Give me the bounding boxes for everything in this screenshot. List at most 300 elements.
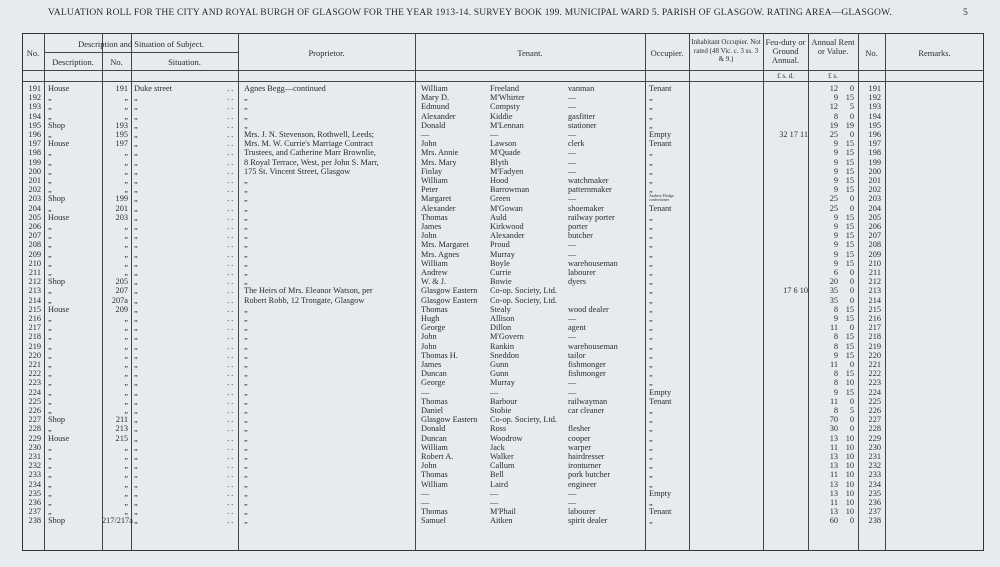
row-proprietor: „ [244, 120, 248, 130]
row-situation-dots: . . [227, 240, 234, 250]
row-tenant-surname: M'Govern [490, 332, 524, 342]
row-proprietor: 8 Royal Terrace, West, per John S. Marr, [244, 157, 379, 167]
row-rent-pounds: 13 [829, 507, 838, 517]
row-occupier: „ [649, 424, 653, 434]
table-row [22, 461, 984, 470]
row-number: 203 [115, 212, 128, 222]
row-tenant-surname: Barrowman [490, 185, 530, 195]
table-row [22, 112, 984, 121]
row-description: „ [48, 470, 52, 480]
row-number: „ [124, 452, 128, 461]
row-tenant-occupation: — [568, 240, 577, 250]
row-tenant-surname: Kiddie [490, 111, 513, 121]
row-situation-dots: . . [227, 341, 234, 351]
row-proprietor: „ [244, 93, 248, 103]
row-situation: „ [134, 406, 138, 415]
row-tenant-first: Mrs. Mary [421, 157, 457, 167]
row-tenant-first: Thomas H. [421, 350, 458, 360]
row-situation-dots: . . [227, 350, 234, 360]
col-header-no-right: No. [865, 48, 878, 58]
row-rent-shillings: 5 [849, 102, 854, 112]
row-proprietor: „ [244, 194, 248, 204]
row-tenant-first: — [421, 387, 430, 397]
row-rent-shillings: 15 [845, 304, 854, 314]
row-rent-shillings: 0 [849, 277, 854, 287]
row-no-right: 206 [868, 222, 881, 231]
row-situation: „ [134, 194, 138, 204]
row-no: 235 [28, 488, 41, 498]
row-situation: „ [134, 433, 138, 443]
row-situation-dots: . . [227, 360, 234, 369]
row-no-right: 238 [868, 516, 881, 526]
row-proprietor: „ [244, 360, 248, 369]
row-occupier: „ [649, 350, 653, 360]
row-no-right: 205 [868, 212, 881, 222]
row-rent-pounds: 8 [833, 304, 838, 314]
row-rent-pounds: 9 [833, 176, 838, 185]
row-tenant-surname: M'Quade [490, 148, 521, 158]
row-situation: „ [134, 240, 138, 250]
row-situation: „ [134, 148, 138, 158]
row-situation: Duke street [134, 84, 173, 93]
row-no-right: 233 [868, 470, 881, 480]
row-tenant-surname: — [490, 498, 499, 507]
row-situation: „ [134, 249, 138, 259]
row-description: „ [48, 157, 52, 167]
row-no-right: 223 [868, 378, 881, 388]
row-occupier: Tenant [649, 507, 672, 517]
row-rent-pounds: 8 [833, 369, 838, 379]
row-occupier: „ [649, 93, 653, 103]
row-description: House [48, 304, 70, 314]
row-proprietor: „ [244, 341, 248, 351]
row-occupier: „ [649, 314, 653, 323]
row-tenant-surname: Green [490, 194, 511, 204]
row-no: 193 [28, 102, 41, 112]
row-description: „ [48, 185, 52, 195]
row-description: „ [48, 498, 52, 507]
row-rent-pounds: 20 [829, 277, 838, 287]
row-no: 201 [28, 176, 41, 185]
row-number: „ [124, 461, 128, 471]
table-row [22, 378, 984, 387]
row-description: „ [48, 102, 52, 112]
row-number: „ [124, 350, 128, 360]
row-no-right: 202 [868, 185, 881, 195]
row-no: 204 [28, 203, 41, 213]
row-situation-dots: . . [227, 498, 234, 507]
row-no: 213 [28, 286, 41, 296]
row-tenant-occupation: porter [568, 222, 588, 231]
row-tenant-occupation: — [568, 130, 577, 139]
row-number: „ [124, 442, 128, 452]
row-rent-pounds: 8 [833, 111, 838, 121]
table-row [22, 507, 984, 516]
row-situation-dots: . . [227, 268, 234, 277]
row-no-right: 198 [868, 148, 881, 158]
row-rent-shillings: 15 [845, 212, 854, 222]
row-tenant-occupation: wood dealer [568, 304, 609, 314]
row-tenant-occupation: dyers [568, 277, 586, 287]
row-tenant-first: W. & J. [421, 277, 447, 287]
row-tenant-occupation: vanman [568, 84, 595, 93]
row-description: „ [48, 396, 52, 406]
row-no-right: 227 [868, 415, 881, 425]
row-proprietor: „ [244, 350, 248, 360]
row-proprietor: „ [244, 231, 248, 241]
row-tenant-first: Donald [421, 424, 446, 434]
table-row [22, 268, 984, 277]
row-occupier: Tenant [649, 139, 672, 149]
row-number: 209 [115, 304, 128, 314]
row-proprietor: Robert Robb, 12 Trongate, Glasgow [244, 295, 365, 305]
row-situation-dots: . . [227, 424, 234, 434]
row-description: „ [48, 240, 52, 250]
row-rent-pounds: 9 [833, 148, 838, 158]
row-no: 233 [28, 470, 41, 480]
row-number: 199 [115, 194, 128, 204]
col-header-feuduty-units: £ s. d. [777, 72, 794, 80]
row-occupier: „ [649, 323, 653, 333]
row-proprietor: „ [244, 304, 248, 314]
row-no: 220 [28, 350, 41, 360]
row-rent-pounds: 8 [833, 406, 838, 415]
row-no-right: 232 [868, 461, 881, 471]
row-rent-pounds: 9 [833, 212, 838, 222]
row-description: Shop [48, 194, 66, 204]
table-row [22, 148, 984, 157]
row-situation: „ [134, 452, 138, 461]
row-description: House [48, 139, 70, 149]
row-rent-shillings: 15 [845, 387, 854, 397]
row-situation: „ [134, 488, 138, 498]
row-occupier: „ [649, 470, 653, 480]
row-situation: „ [134, 295, 138, 305]
row-tenant-occupation: — [568, 249, 577, 259]
row-situation: „ [134, 212, 138, 222]
row-rent-shillings: 0 [849, 415, 854, 425]
row-situation-dots: . . [227, 185, 234, 195]
row-occupier: Empty [649, 130, 672, 139]
row-proprietor: „ [244, 369, 248, 379]
row-rent-shillings: 15 [845, 332, 854, 342]
row-rent-pounds: 9 [833, 166, 838, 176]
row-situation: „ [134, 277, 138, 287]
row-proprietor: Trustees, and Catherine Marr Brownlie, [244, 148, 376, 158]
row-tenant-first: Alexander [421, 203, 456, 213]
page-number: 5 [963, 8, 968, 18]
row-no-right: 225 [868, 396, 881, 406]
table-row [22, 470, 984, 479]
table-row [22, 369, 984, 378]
row-no-right: 219 [868, 341, 881, 351]
row-no: 236 [28, 498, 41, 507]
row-rent-pounds: 35 [829, 295, 838, 305]
row-description: „ [48, 341, 52, 351]
row-occupier: „ [649, 268, 653, 277]
row-tenant-first: George [421, 378, 446, 388]
table-row [22, 204, 984, 213]
row-no-right: 201 [868, 176, 881, 185]
row-proprietor: „ [244, 507, 248, 517]
row-situation-dots: . . [227, 249, 234, 259]
row-number: „ [124, 406, 128, 415]
row-no-right: 216 [868, 314, 881, 323]
row-tenant-occupation: — [568, 314, 577, 323]
row-tenant-occupation: tailor [568, 350, 586, 360]
row-tenant-surname: Alexander [490, 231, 525, 241]
row-proprietor: „ [244, 203, 248, 213]
row-proprietor: „ [244, 212, 248, 222]
row-rent-shillings: 0 [849, 111, 854, 121]
row-rent-pounds: 9 [833, 222, 838, 231]
row-occupier: Tenant [649, 84, 672, 93]
row-situation-dots: . . [227, 157, 234, 167]
row-occupier: „ [649, 222, 653, 231]
row-situation: „ [134, 378, 138, 388]
row-tenant-first: John [421, 231, 437, 241]
row-tenant-occupation: warper [568, 442, 592, 452]
row-no-right: 210 [868, 258, 881, 268]
row-rent-shillings: 15 [845, 166, 854, 176]
row-tenant-first: Daniel [421, 406, 444, 415]
table-row [22, 158, 984, 167]
row-tenant-surname: Co-op. Society, Ltd. [490, 415, 557, 425]
row-proprietor: „ [244, 102, 248, 112]
row-tenant-surname: Kirkwood [490, 222, 524, 231]
row-no-right: 235 [868, 488, 881, 498]
row-situation-dots: . . [227, 258, 234, 268]
row-no: 218 [28, 332, 41, 342]
row-number: „ [124, 314, 128, 323]
row-rent-shillings: 0 [849, 203, 854, 213]
row-description: „ [48, 203, 52, 213]
row-rent-shillings: 15 [845, 222, 854, 231]
row-no-right: 214 [868, 295, 881, 305]
row-description: „ [48, 488, 52, 498]
row-no: 211 [28, 268, 41, 277]
row-number: „ [124, 470, 128, 480]
row-tenant-first: Thomas [421, 470, 448, 480]
row-number: 213 [115, 424, 128, 434]
row-tenant-first: Robert A. [421, 452, 454, 461]
row-rent-shillings: 10 [845, 461, 854, 471]
table-row [22, 434, 984, 443]
row-proprietor: „ [244, 387, 248, 397]
row-tenant-occupation: watchmaker [568, 176, 609, 185]
row-tenant-occupation: railway porter [568, 212, 615, 222]
row-proprietor: „ [244, 277, 248, 287]
table-row [22, 452, 984, 461]
row-proprietor: „ [244, 479, 248, 489]
row-proprietor: „ [244, 470, 248, 480]
col-header-proprietor: Proprietor. [308, 48, 345, 58]
row-no-right: 192 [868, 93, 881, 103]
row-rent-pounds: 25 [829, 194, 838, 204]
row-rent-pounds: 11 [830, 323, 838, 333]
page-header [0, 8, 1000, 22]
table-row [22, 342, 984, 351]
row-rent-pounds: 9 [833, 314, 838, 323]
row-description: „ [48, 268, 52, 277]
row-occupier: „ [649, 102, 653, 112]
table-row [22, 388, 984, 397]
row-rent-pounds: 11 [830, 498, 838, 507]
row-tenant-occupation: — [568, 332, 577, 342]
row-rent-shillings: 15 [845, 314, 854, 323]
row-occupier: „ [649, 304, 653, 314]
row-no: 223 [28, 378, 41, 388]
row-situation-dots: . . [227, 139, 234, 149]
row-situation: „ [134, 231, 138, 241]
row-no: 191 [28, 84, 41, 93]
row-no-right: 224 [868, 387, 881, 397]
row-situation-dots: . . [227, 396, 234, 406]
row-rent-shillings: 19 [845, 120, 854, 130]
row-rent-shillings: 10 [845, 488, 854, 498]
row-tenant-surname: M'Phail [490, 507, 516, 517]
row-no-right: 213 [868, 286, 881, 296]
row-situation-dots: . . [227, 442, 234, 452]
row-tenant-surname: Hood [490, 176, 509, 185]
row-tenant-first: Mary D. [421, 93, 450, 103]
table-row [22, 424, 984, 433]
row-number: „ [124, 268, 128, 277]
row-no: 215 [28, 304, 41, 314]
row-tenant-first: Peter [421, 185, 439, 195]
row-rent-pounds: 9 [833, 249, 838, 259]
row-description: „ [48, 507, 52, 517]
row-tenant-first: William [421, 479, 448, 489]
row-situation: „ [134, 185, 138, 195]
row-rent-pounds: 19 [829, 120, 838, 130]
row-rent-shillings: 15 [845, 249, 854, 259]
row-no: 192 [28, 93, 41, 103]
row-rent-shillings: 0 [849, 84, 854, 93]
row-tenant-surname: M'Fadyen [490, 166, 524, 176]
row-rent-pounds: 9 [833, 231, 838, 241]
row-rent-shillings: 10 [845, 433, 854, 443]
row-proprietor: „ [244, 498, 248, 507]
row-number: 201 [115, 203, 128, 213]
row-situation-dots: . . [227, 332, 234, 342]
row-number: „ [124, 360, 128, 369]
col-header-number: No. [110, 57, 123, 67]
row-occupier: „ [649, 406, 653, 415]
row-rent-pounds: 9 [833, 139, 838, 149]
row-proprietor: „ [244, 268, 248, 277]
row-situation: „ [134, 350, 138, 360]
row-no-right: 231 [868, 452, 881, 461]
row-situation: „ [134, 268, 138, 277]
row-description: „ [48, 286, 52, 296]
row-situation: „ [134, 203, 138, 213]
row-situation-dots: . . [227, 461, 234, 471]
row-rent-shillings: 0 [849, 424, 854, 434]
row-situation-dots: . . [227, 470, 234, 480]
row-tenant-surname: — [490, 488, 499, 498]
row-rent-pounds: 11 [830, 442, 838, 452]
row-situation-dots: . . [227, 488, 234, 498]
row-situation-dots: . . [227, 406, 234, 415]
row-situation-dots: . . [227, 166, 234, 176]
row-tenant-occupation: — [568, 148, 577, 158]
row-no-right: 215 [868, 304, 881, 314]
row-tenant-occupation: patternmaker [568, 185, 612, 195]
col-header-situation: Situation. [168, 57, 201, 67]
row-tenant-surname: Woodrow [490, 433, 523, 443]
row-tenant-surname: — [490, 130, 499, 139]
row-tenant-occupation: — [568, 166, 577, 176]
row-tenant-surname: M'Gowan [490, 203, 523, 213]
row-tenant-occupation: — [568, 194, 577, 204]
row-proprietor: „ [244, 314, 248, 323]
row-tenant-first: Glasgow Eastern [421, 286, 478, 296]
table-row [22, 240, 984, 249]
row-description: „ [48, 387, 52, 397]
row-rent-shillings: 15 [845, 341, 854, 351]
row-number: „ [124, 166, 128, 176]
row-tenant-occupation: warehouseman [568, 341, 618, 351]
row-rent-pounds: 9 [833, 185, 838, 195]
row-rent-shillings: 10 [845, 442, 854, 452]
row-number: 215 [115, 433, 128, 443]
row-occupier: Empty [649, 387, 672, 397]
col-header-no: No. [26, 48, 40, 58]
header-rule [22, 81, 984, 82]
row-situation-dots: . . [227, 84, 234, 93]
table-row [22, 360, 984, 369]
table-row [22, 296, 984, 305]
row-no-right: 207 [868, 231, 881, 241]
row-tenant-first: William [421, 258, 448, 268]
page-title: VALUATION ROLL FOR THE CITY AND ROYAL BURGH OF GLASGOW FOR THE YEAR 1913-14. SURVEY BOOK 199. MUNICIPAL WARD 5. PARISH OF GLASGOW. RATING AREA—GLASGOW. [48, 8, 892, 18]
row-rent-pounds: 9 [833, 258, 838, 268]
row-feuduty: 32 17 11 [779, 130, 808, 139]
row-no-right: 236 [868, 498, 881, 507]
row-tenant-occupation: cooper [568, 433, 591, 443]
row-description: „ [48, 258, 52, 268]
table-row [22, 305, 984, 314]
row-situation: „ [134, 286, 138, 296]
row-description: „ [48, 166, 52, 176]
table-row [22, 516, 984, 525]
row-no: 216 [28, 314, 41, 323]
row-proprietor: Mrs. J. N. Stevenson, Rothwell, Leeds; [244, 130, 374, 139]
row-tenant-first: John [421, 139, 437, 149]
row-rent-pounds: 9 [833, 93, 838, 103]
row-rent-pounds: 35 [829, 286, 838, 296]
row-situation-dots: . . [227, 111, 234, 121]
col-header-description-group: Description and Situation of Subject. [78, 39, 204, 49]
row-rent-shillings: 15 [845, 176, 854, 185]
row-rent-shillings: 15 [845, 157, 854, 167]
row-number: „ [124, 332, 128, 342]
row-tenant-surname: Blyth [490, 157, 509, 167]
row-tenant-first: George [421, 323, 446, 333]
row-occupier: „ [649, 258, 653, 268]
row-tenant-first: Mrs. Annie [421, 148, 459, 158]
row-tenant-occupation: labourer [568, 268, 596, 277]
row-no-right: 228 [868, 424, 881, 434]
row-no-right: 218 [868, 332, 881, 342]
row-proprietor: „ [244, 488, 248, 498]
row-rent-shillings: 0 [849, 396, 854, 406]
row-no: 212 [28, 277, 41, 287]
row-tenant-surname: Co-op. Society, Ltd. [490, 286, 557, 296]
row-number: „ [124, 507, 128, 517]
row-situation: „ [134, 102, 138, 112]
